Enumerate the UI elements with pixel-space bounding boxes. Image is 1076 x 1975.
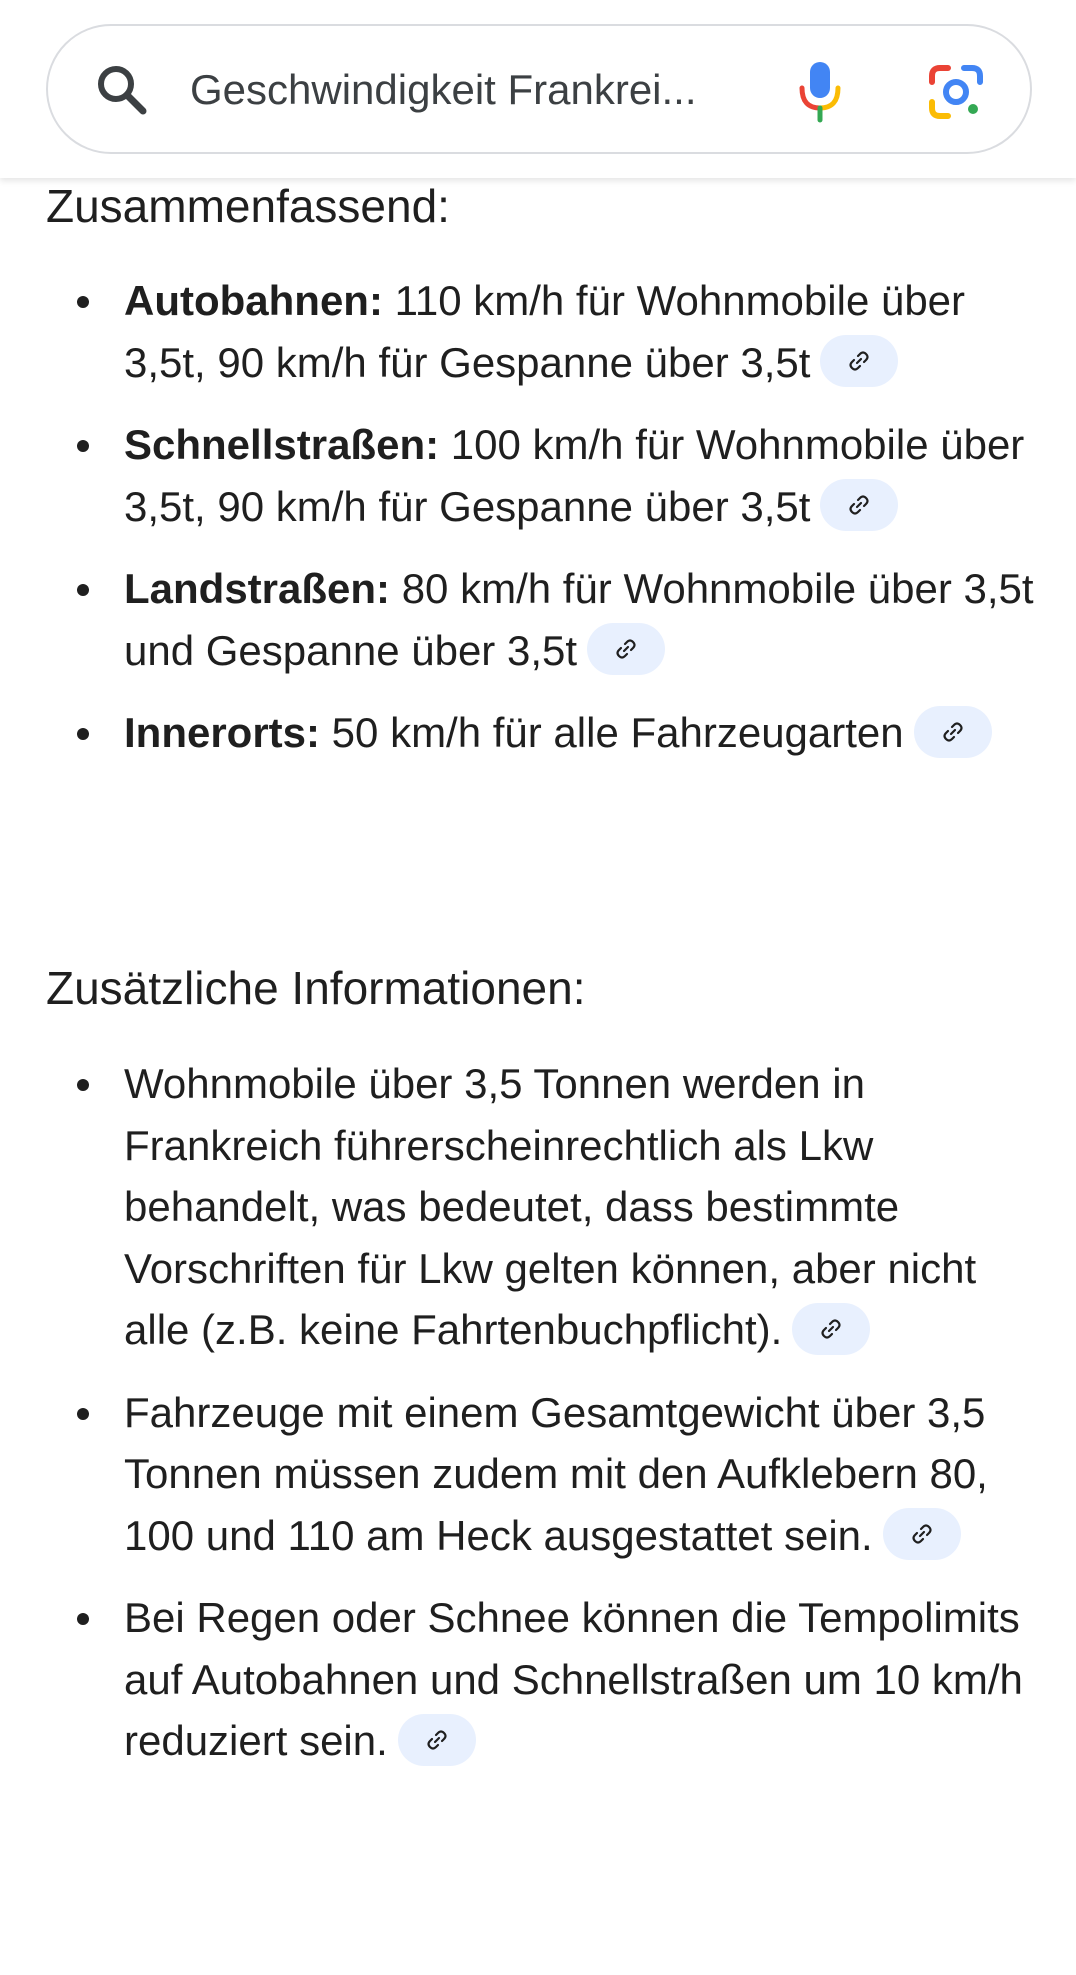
item-text: Fahrzeuge mit einem Gesamtgewicht über 3,5 Tonnen müssen zudem mit den Aufklebern 80, 100 und 110 am Heck ausgestattet sein.	[124, 1388, 988, 1559]
item-text: 50 km/h für alle Fahrzeugarten	[320, 709, 904, 756]
list-item	[0, 1587, 1076, 1772]
link-icon	[614, 637, 638, 661]
item-label: Schnellstraßen:	[124, 421, 440, 468]
summary-heading: Zusammenfassend:	[46, 180, 450, 232]
search-header	[0, 0, 1076, 178]
item-text: Wohnmobile über 3,5 Tonnen werden in Frankreich führerscheinrechtlich als Lkw behandelt, was bedeutet, dass bestimmte Vorschriften für Lkw gelten können, aber nicht alle (z.B. keine Fahrtenbuchpflicht).	[124, 1060, 977, 1353]
source-link-button[interactable]	[883, 1508, 961, 1560]
item-text: Bei Regen oder Schnee können die Tempolimits auf Autobahnen und Schnellstraßen um 10 km/h reduziert sein.	[124, 1594, 1023, 1764]
additional-info-heading: Zusätzliche Informationen:	[46, 962, 586, 1014]
item-text: 80 km/h für Wohnmobile über 3,5t und Gespanne über 3,5t	[124, 565, 1034, 674]
link-icon	[910, 1522, 934, 1546]
list-item	[0, 270, 1076, 393]
list-item	[0, 414, 1076, 537]
link-icon	[847, 493, 871, 517]
item-label: Autobahnen:	[124, 277, 383, 324]
search-icon[interactable]	[94, 62, 148, 116]
source-link-button[interactable]	[792, 1303, 870, 1355]
source-link-button[interactable]	[820, 335, 898, 387]
link-icon	[425, 1728, 449, 1752]
source-link-button[interactable]	[587, 623, 665, 675]
list-item	[0, 1053, 1076, 1361]
list-item	[0, 702, 1076, 764]
source-link-button[interactable]	[820, 479, 898, 531]
source-link-button[interactable]	[398, 1714, 476, 1766]
item-label: Landstraßen:	[124, 565, 391, 612]
google-lens-icon[interactable]	[926, 62, 986, 122]
link-icon	[819, 1317, 843, 1341]
item-label: Innerorts:	[124, 709, 321, 756]
item-text: 100 km/h für Wohnmobile über 3,5t, 90 km/h für Gespanne über 3,5t	[124, 421, 1025, 530]
summary-list	[0, 270, 1076, 764]
mic-icon[interactable]	[796, 60, 844, 124]
list-item	[0, 1382, 1076, 1567]
link-icon	[847, 349, 871, 373]
search-input[interactable]	[190, 62, 750, 118]
list-item	[0, 558, 1076, 681]
item-text: 110 km/h für Wohnmobile über 3,5t, 90 km/h für Gespanne über 3,5t	[124, 277, 966, 386]
additional-info-list	[0, 1053, 1076, 1772]
source-link-button[interactable]	[914, 706, 992, 758]
link-icon	[941, 720, 965, 744]
